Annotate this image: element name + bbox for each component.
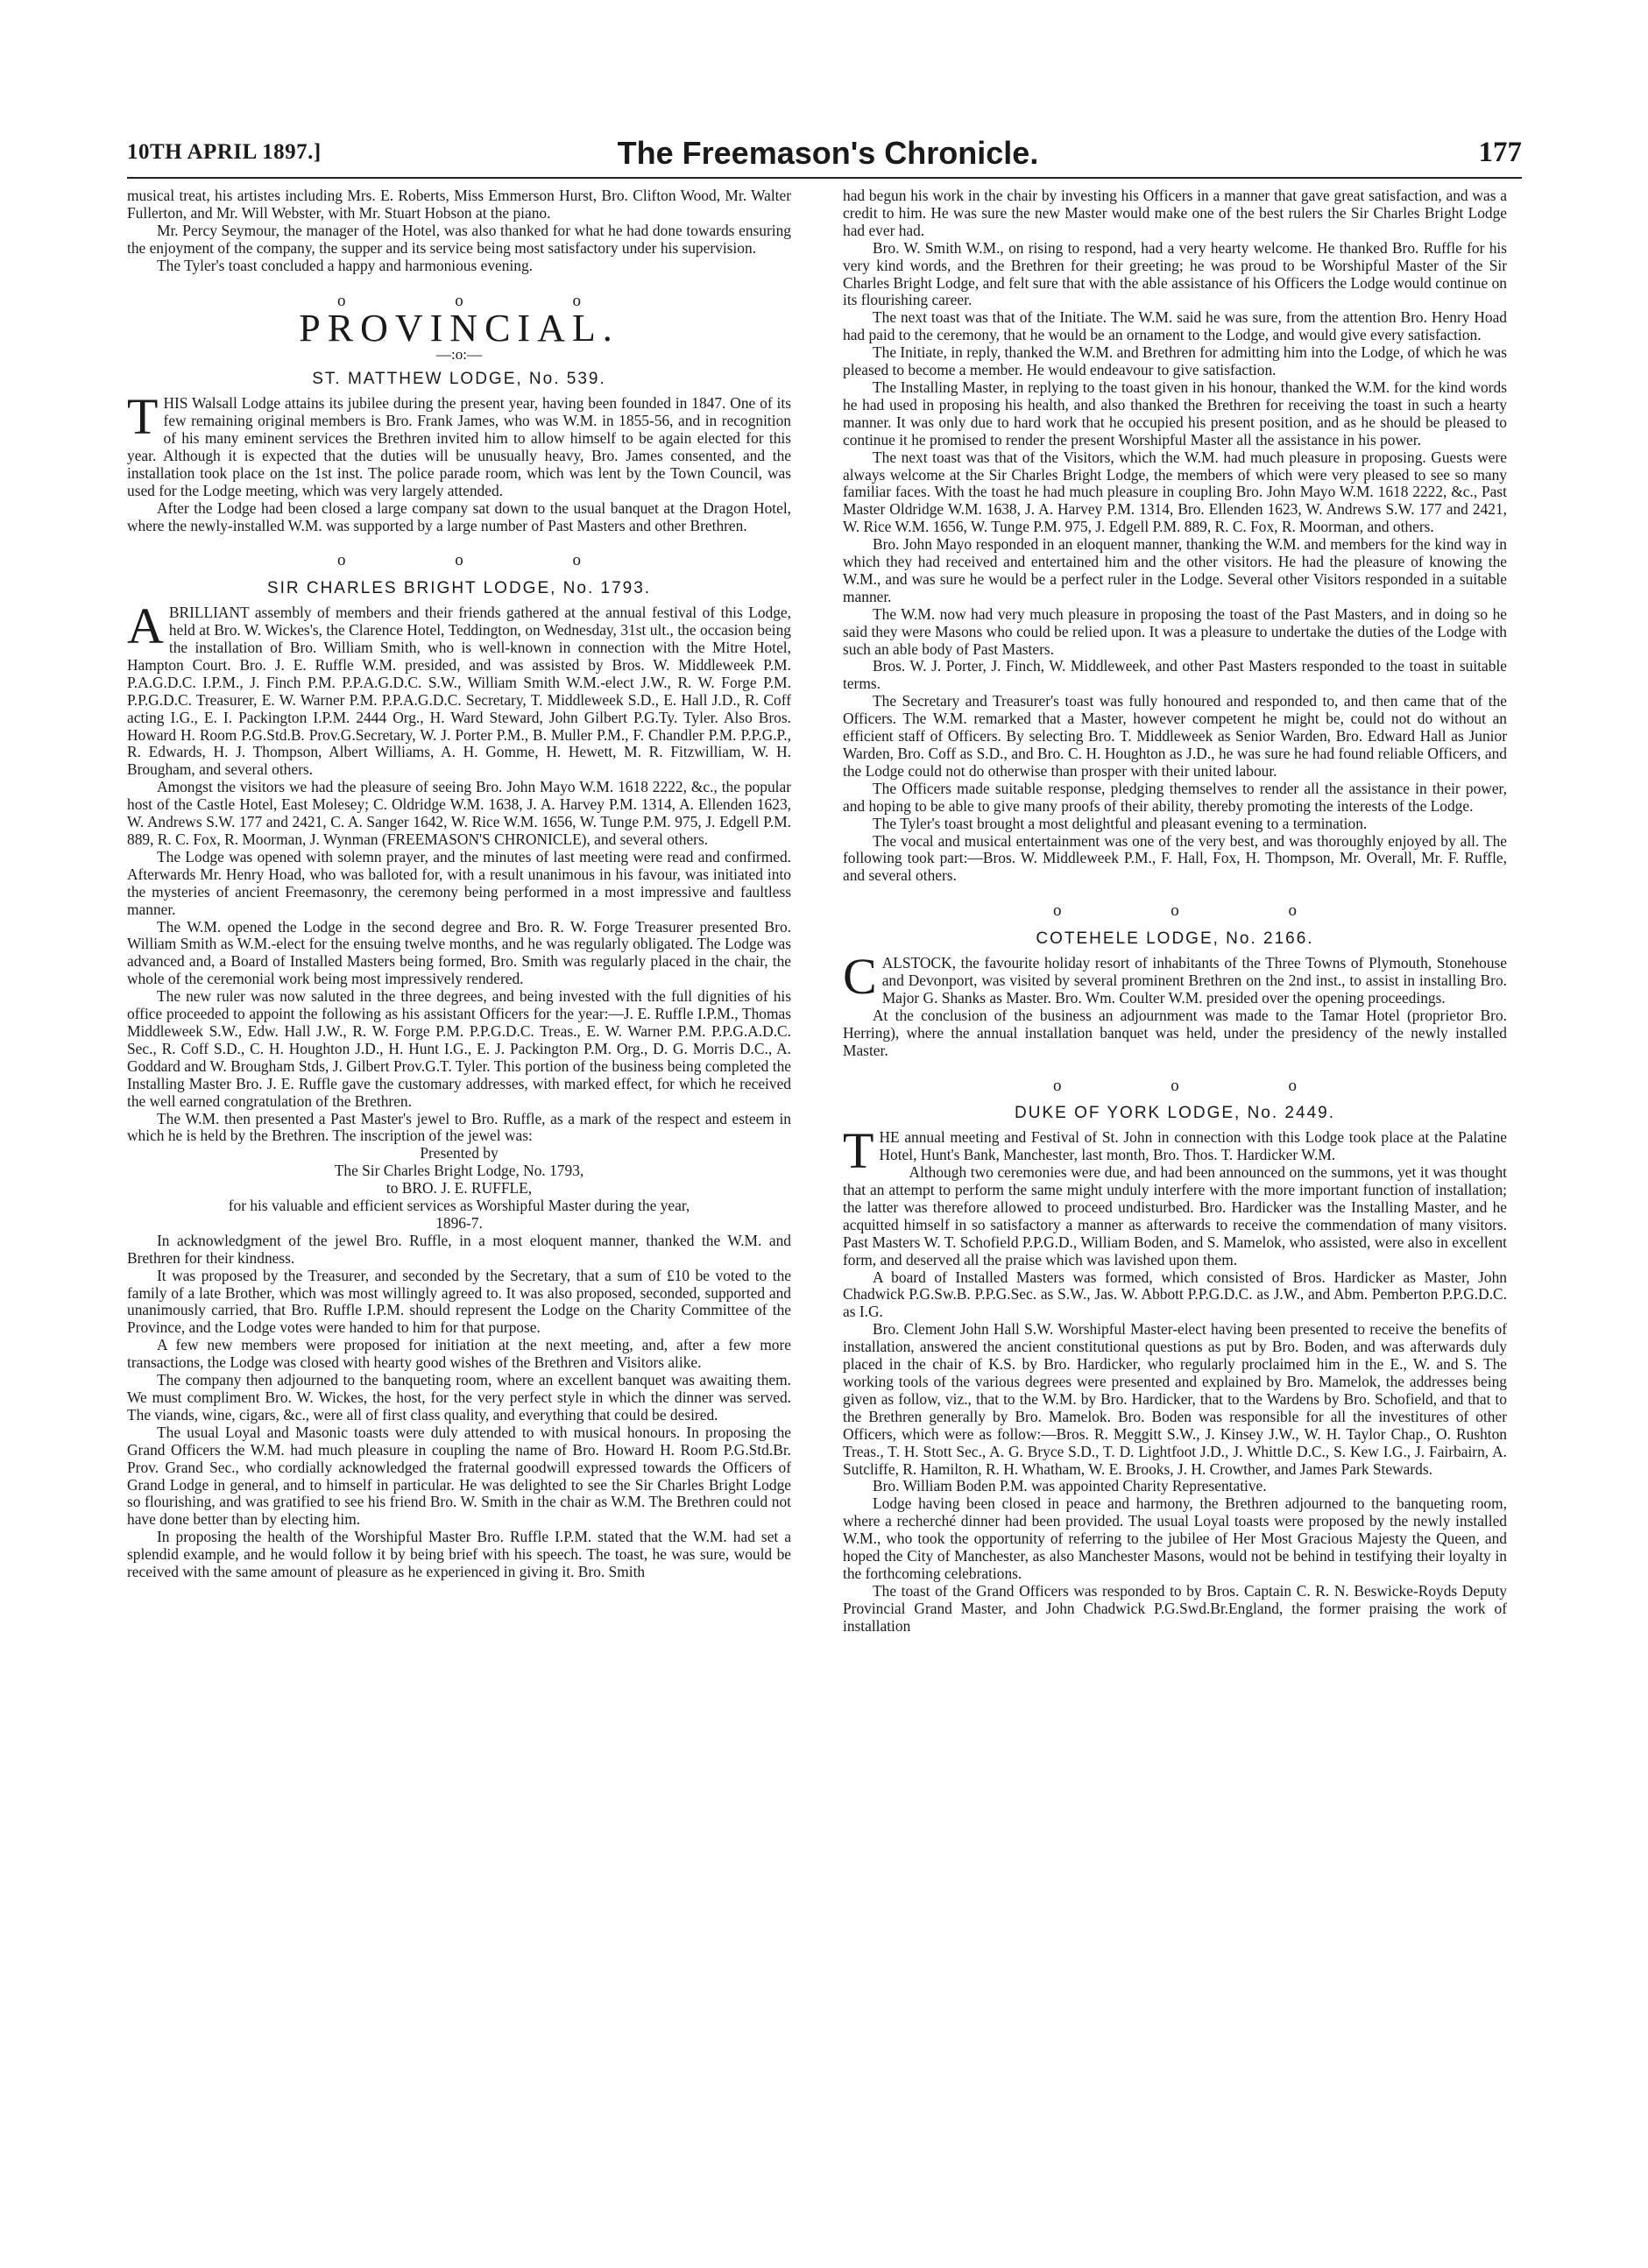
paragraph: The next toast was that of the Initiate. The W.M. said he was sure, from the attention Bro. Henry Hoad had paid to the ceremony, that he would be an ornament to the Lodge, and would give every satisfaction. [843,308,1507,344]
paragraph: Although two ceremonies were due, and had been announced on the summons, yet it was thought that an attempt to perform the same might unduly interfere with the more important function of installation; the latter was therefore allowed to proceed undisturbed. Bro. Hardicker was the Installing Master, and he acquitted himself in so satisfactory a manner as afterwards to receive the commendation of many visitors. Past Masters W. T. Schofield P.P.G.D., William Boden, and S. Mamelok, who assisted, were also in excellent form, and deserved all the praise which was lavished upon them. [843,1163,1507,1268]
inscription-line: 1896-7. [435,1213,483,1232]
paragraph: The next toast was that of the Visitors, which the W.M. had much pleasure in proposing. Guests were always welcome at the Sir Charles Bright Lodge, the members of which were very pleased to see so many familiar faces. With the toast he had much pleasure in coupling Bro. John Mayo W.M. 1618 2222, &c., Past Master Oldridge W.M. 1638, J. A. Harvey P.M. 1314, Bro. Ellenden 1623, W. Andrews S.W. 177 and 2421, W. Rice W.M. 1656, W. Tunge P.M. 975, J. Edgell P.M. 889, R. C. Fox, R. Moorman, and others. [843,448,1507,536]
paragraph [843,1122,1507,1180]
section-title: PROVINCIAL. [299,307,619,350]
drop-cap: C [843,948,877,1006]
paragraph: Lodge having been closed in peace and harmony, the Brethren adjourned to the banqueting room, where a recherché dinner had been provided. The usual Loyal toasts were proposed by the newly installed W.M., who took the opportunity of referring to the jubilee of Her Most Gracious Majesty the Queen, and hoped the City of Manchester, as also Manchester Masons, would not be behind in testifying their loyalty in the forthcoming celebrations. [843,1494,1507,1582]
drop-cap: A [127,597,164,655]
paragraph: had begun his work in the chair by investing his Officers in a manner that gave great satisfaction, and was a credit to him. He was sure the new Master would make one of the best rulers the Sir Charles Bright Lodge had ever had. [843,187,1507,239]
issue-date: 10TH APRIL 1897.] [127,140,322,164]
drop-cap: T [843,1122,874,1180]
drop-cap: T [127,388,159,446]
article-heading: SIR CHARLES BRIGHT LODGE, No. 1793. [266,579,652,598]
paragraph-text: BRILLIANT assembly of members and their friends gathered at the annual festival of this Lodge, held at Bro. W. Wickes's, the Clarence Hotel, Teddington, on Wednesday, 31st ult., the occasion being the installation of Bro. William Smith, who is well-known in connection with the Mitre Hotel, Hampton Court. Bro. J. E. Ruffle W.M. presided, and was assisted by Bros. W. Middleweek P.M. P.A.G.D.C. I.P.M., J. Finch P.M. P.P.A.G.D.C. S.W., William Smith W.M.-elect J.W., R. W. Forge P.M. P.P.G.D.C. Treasurer, E. W. Warner P.M. P.P.A.G.D.C. Secretary, T. Middleweek S.D., E. Hall J.D., R. Coff acting I.G., E. I. Packington I.P.M. 2444 Org., H. Ward Steward, John Gilbert P.G.Ty. Tyler. Also Bros. Howard H. Room P.G.Std.B. Prov.G.Secretary, W. J. Porter P.M., B. Muller P.M., F. Chandler P.M. P.P.G.P., R. Edwards, H. J. Thompson, Albert Williams, A. H. Gomme, H. Hewett, M. R. Fitzwilliam, W. H. Brougham, and several others. [127,604,791,779]
paragraph: Mr. Percy Seymour, the manager of the Hotel, was also thanked for what he had done towards ensuring the enjoyment of the company, the supper and its service being most satisfactory under his supervision. [127,221,791,257]
paragraph: Amongst the visitors we had the pleasure of seeing Bro. John Mayo W.M. 1618 2222, &c., the popular host of the Castle Hotel, East Molesey; C. Oldridge W.M. 1638, J. A. Harvey P.M. 1314, A. Ellenden 1623, W. Andrews S.W. 177 and 2421, C. A. Sanger 1642, W. Rice W.M. 1656, W. Tunge P.M. 975, J. Edgell P.M. 889, R. C. Fox, R. Moorman, J. Wynman (FREEMASON'S CHRONICLE), and several others. [127,778,791,848]
section-ornament: o o o [1053,1076,1349,1095]
paragraph: A board of Installed Masters was formed, which consisted of Bros. Hardicker as Master, John Chadwick P.G.Sw.B. P.P.G.Sec. as S.W., Jas. W. Abbott P.P.G.D.C. as J.W., and Abm. Pemberton P.P.G.D.C. as I.G. [843,1268,1507,1321]
page-header [127,135,1522,175]
paragraph [127,597,791,779]
paragraph: The W.M. then presented a Past Master's jewel to Bro. Ruffle, as a mark of the respect and esteem in which he is held by the Brethren. The inscription of the jewel was: [127,1109,791,1145]
paragraph: In acknowledgment of the jewel Bro. Ruffle, in a most eloquent manner, thanked the W.M. and Brethren for their kindness. [127,1231,791,1267]
paragraph: The Installing Master, in replying to the toast given in his honour, thanked the W.M. for the kind words he had used in proposing his health, and also thanked the Brethren for receiving the toast in such a hearty manner. It was only due to hard work that he occupied his present position, and as he should be pleased to continue it he promised to render the present Worshipful Master all the assistance in his power. [843,378,1507,449]
paragraph: Bro. William Boden P.M. was appointed Charity Representative. [873,1477,1267,1495]
paragraph: The Officers made suitable response, pledging themselves to render all the assistance in their power, and hoping to be able to give many proofs of their ability, thereby promoting the interests of the Lodge. [843,779,1507,815]
masthead-title: The Freemason's Chronicle. [617,135,1039,171]
inscription-line: Presented by [420,1144,499,1162]
paragraph: At the conclusion of the business an adjournment was made to the Tamar Hotel (proprietor Bro. Herring), where the annual installation banquet was held, under the presidency of the newly installed Master. [843,1006,1507,1059]
paragraph: Bro. W. Smith W.M., on rising to respond, had a very hearty welcome. He thanked Bro. Ruffle for his very kind words, and the Brethren for their greeting; he was proud to be Worshipful Master of the Sir Charles Bright Lodge, and felt sure that with the able assistance of his Officers the Lodge would continue on its flourishing career. [843,238,1507,309]
paragraph: The vocal and musical entertainment was one of the very best, and was thoroughly enjoyed by all. The following took part:—Bros. W. Middleweek P.M., F. Hall, Fox, H. Thompson, Mr. Overall, Mr. F. Ruffle, and several others. [843,831,1507,885]
paragraph: The W.M. opened the Lodge in the second degree and Bro. R. W. Forge Treasurer presented Bro. William Smith as W.M.-elect for the ensuing twelve months, and he was regularly obligated. The Lodge was advanced and, a Board of Installed Masters being formed, Bro. Smith was regularly placed in the chair, the whole of the ceremonial work being most impressively rendered. [127,917,791,988]
paragraph: In proposing the health of the Worshipful Master Bro. Ruffle I.P.M. stated that the W.M. had set a splendid example, and he would follow it by being brief with his speech. The toast, he was sure, would be received with the same amount of pleasure as he experienced in giving it. Bro. Smith [127,1528,791,1581]
paragraph: After the Lodge had been closed a large company sat down to the usual banquet at the Dragon Hotel, where the newly-installed W.M. was supported by a large number of Past Masters and other Brethren. [127,498,791,534]
left-column [127,187,791,1581]
right-column [843,187,1507,1636]
article-heading: COTEHELE LODGE, No. 2166. [1036,929,1314,949]
paragraph: Bros. W. J. Porter, J. Finch, W. Middleweek, and other Past Masters responded to the toast in suitable terms. [843,657,1507,693]
paragraph [127,388,791,499]
inscription-line: to BRO. J. E. RUFFLE, [385,1179,533,1198]
inscription-line: The Sir Charles Bright Lodge, No. 1793, [334,1162,584,1180]
paragraph: It was proposed by the Treasurer, and seconded by the Secretary, that a sum of £10 be voted to the family of a late Brother, which was most willingly agreed to. It was also proposed, seconded, supported and unanimously carried, that Bro. Ruffle I.P.M. should represent the Lodge on the Charity Committee of the Province, and the Lodge votes were handed to him for that purpose. [127,1266,791,1337]
section-ornament: o o o [337,291,633,310]
section-separator: —:o:— [436,346,482,364]
header-rule [127,177,1522,179]
paragraph: The usual Loyal and Masonic toasts were duly attended to with musical honours. In proposing the Grand Officers the W.M. had much pleasure in coupling the name of Bro. Howard H. Room P.G.Std.Br. Prov. Grand Sec., who cordially acknowledged the fraternal goodwill expressed towards the Officers of Grand Lodge in general, and to himself in particular. He was delighted to see the Sir Charles Bright Lodge so flourishing, and was gratified to see his friend Bro. W. Smith in the chair as W.M. The Brethren could not have done better than by electing him. [127,1423,791,1529]
paragraph: The company then adjourned to the banqueting room, where an excellent banquet was awaiting them. We must compliment Bro. W. Wickes, the host, for the very perfect style in which the dinner was served. The viands, wine, cigars, &c., were all of first class quality, and everything that could be desired. [127,1371,791,1424]
section-ornament: o o o [1053,901,1349,921]
paragraph: The new ruler was now saluted in the three degrees, and being invested with the full dignities of his office proceeded to appoint the following as his assistant Officers for the year:—J. E. Ruffle I.P.M., Thomas Middleweek S.W., Edw. Hall J.W., R. W. Forge P.M. P.P.G.D.C. Treas., E. W. Warner P.M. P.P.G.A.D.C. Sec., R. Coff S.D., C. H. Houghton J.D., H. Hunt I.G., E. J. Packington P.M. Org., D. G. Morris D.C., A. Goddard and W. Brougham Stds, J. Gilbert Prov.G.T. Tyler. This portion of the business being completed the Installing Master Bro. J. E. Ruffle gave the customary addresses, with marked effect, for which he received the well earned congratulation of the Brethren. [127,987,791,1110]
paragraph: The Initiate, in reply, thanked the W.M. and Brethren for admitting him into the Lodge, of which he was pleased to become a member. He would endeavour to give satisfaction. [843,343,1507,379]
paragraph: The toast of the Grand Officers was responded to by Bros. Captain C. R. N. Beswicke-Royds Deputy Provincial Grand Master, and John Chadwick P.G.Swd.Br.England, the former praising the work of installation [843,1581,1507,1635]
paragraph: The Tyler's toast brought a most delightful and pleasant evening to a termination. [873,814,1368,832]
paragraph-text: HIS Walsall Lodge attains its jubilee during the present year, having been founded in 1847. One of its few remaining original members is Bro. Frank James, who was W.M. in 1855-56, and in recognition of his many eminent services the Brethren invited him to allow himself to be again elected for this year. Although it is expected that the duties will be unusually heavy, Bro. James consented, and the installation took place on the 1st inst. The police parade room, which was lent by the Town Council, was used for the Lodge meeting, which was very largely attended. [127,394,791,499]
paragraph-text: HE annual meeting and Festival of St. John in connection with this Lodge took place at the Palatine Hotel, Hunt's Bank, Manchester, last month, Bro. Thos. T. Hardicker W.M. [879,1128,1507,1164]
paragraph: Bro. John Mayo responded in an eloquent manner, thanking the W.M. and members for the kind way in which they had received and entertained him and the other visitors. He had the pleasure of knowing the W.M., and was sure he would be a perfect ruler in the Lodge. Several other Visitors responded in a suitable manner. [843,535,1507,605]
paragraph: The W.M. now had very much pleasure in proposing the toast of the Past Masters, and in doing so he said they were Masons who could be relied upon. It was a pleasure to undertake the duties of the Lodge with such an able body of Past Masters. [843,604,1507,658]
paragraph: The Secretary and Treasurer's toast was fully honoured and responded to, and then came that of the Officers. The W.M. remarked that a Master, however competent he might be, could not do without an efficient staff of Officers. By selecting Bro. T. Middleweek as Senior Warden, Bro. Edward Hall as Junior Warden, Bro. Coff as S.D., and Bro. C. H. Houghton as J.D., he was sure he had found reliable Officers, and the Lodge could not do otherwise than prosper with their united labour. [843,692,1507,780]
paragraph: Bro. Clement John Hall S.W. Worshipful Master-elect having been presented to receive the benefits of installation, answered the ancient constitutional questions as put by Bro. Boden, and was afterwards duly placed in the chair of K.S. by Bro. Hardicker, who regularly proclaimed him in the E., W. and S. The working tools of the various degrees were presented and explained by Bro. Mamelok, the addresses being given as follow, viz., that to the W.M. by Bro. Hardicker, that to the Wardens by Bro. Schofield, and that to the Brethren generally by Bro. Mamelok. Bro. Boden was responsible for all the investitures of other Officers, which were as follow:—Bros. R. Meggitt S.W., J. Kinsey J.W., W. H. Taylor Chap., O. Rushton Treas., T. H. Stott Sec., A. G. Bryce S.D., T. D. Lightfoot J.D., J. Whittle D.C., S. Kew I.G., J. Fairbairn, A. Sutcliffe, R. Hamilton, R. H. Whatham, W. E. Brooks, J. H. Crowther, and James Park Stewards. [843,1320,1507,1478]
paragraph: A few new members were proposed for initiation at the next meeting, and, after a few more transactions, the Lodge was closed with hearty good wishes of the Brethren and Visitors alike. [127,1336,791,1372]
paragraph: musical treat, his artistes including Mrs. E. Roberts, Miss Emmerson Hurst, Bro. Clifton Wood, Mr. Walter Fullerton, and Mr. Will Webster, with Mr. Stuart Hobson at the piano. [127,187,791,222]
inscription-line: for his valuable and efficient services as Worshipful Master during the year, [228,1197,690,1215]
paragraph: The Lodge was opened with solemn prayer, and the minutes of last meeting were read and confirmed. Afterwards Mr. Henry Hoad, who was balloted for, with a result unanimous in his favour, was initiated into the mysteries of ancient Freemasonry, the ceremony being performed in a most impressive and faultless manner. [127,847,791,918]
page-number: 177 [1478,137,1522,168]
article-heading: ST. MATTHEW LODGE, No. 539. [312,370,606,389]
paragraph-text: ALSTOCK, the favourite holiday resort of inhabitants of the Three Towns of Plymouth, Stonehouse and Devonport, was visited by several prominent Brethren on the 2nd inst., to assist in installing Bro. Major G. Shanks as Master. Bro. Wm. Coulter W.M. presided over the opening proceedings. [881,954,1507,1007]
paragraph [843,948,1507,1007]
article-heading: DUKE OF YORK LODGE, No. 2449. [1015,1104,1335,1123]
section-ornament: o o o [337,551,633,570]
paragraph: The Tyler's toast concluded a happy and harmonious evening. [157,256,533,274]
